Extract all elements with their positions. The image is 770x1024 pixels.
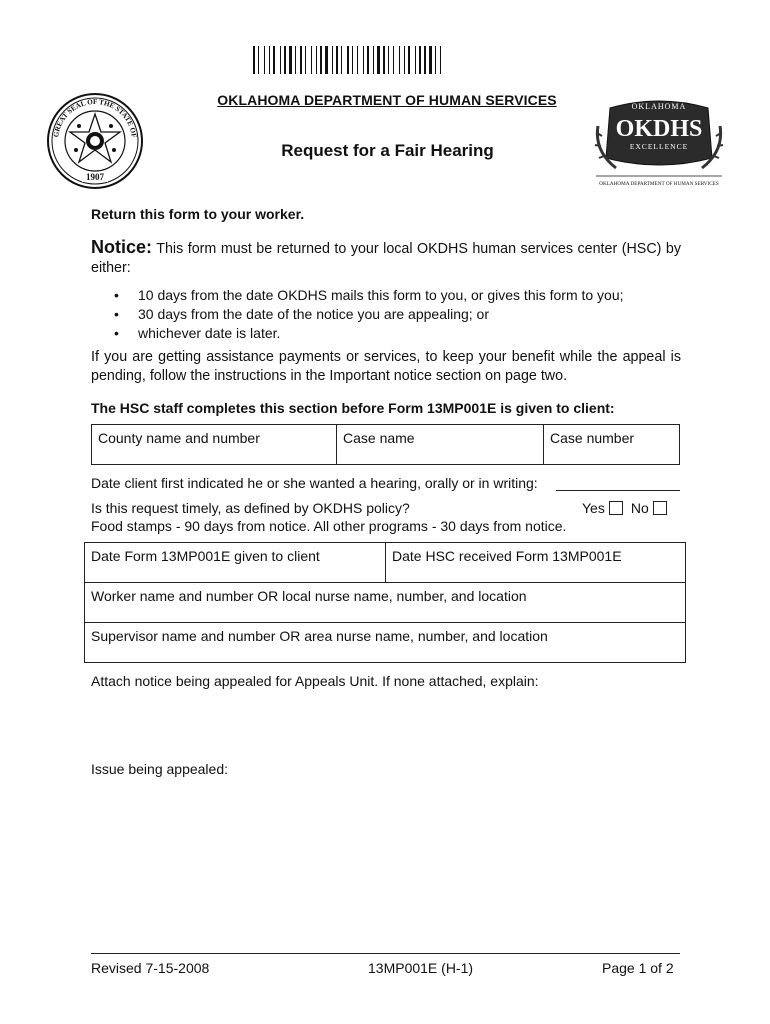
barcode-bar <box>440 46 441 74</box>
barcode-bar <box>401 46 403 74</box>
barcode-bar <box>329 46 331 74</box>
barcode-bar <box>388 46 389 74</box>
barcode-bar <box>305 46 306 74</box>
barcode-bar <box>363 46 364 74</box>
barcode-bar <box>343 46 346 74</box>
case-number-field[interactable]: Case number <box>544 425 680 465</box>
list-item: • whichever date is later. <box>114 324 684 343</box>
barcode-bar <box>295 46 296 74</box>
barcode-bar <box>393 46 394 74</box>
county-name-field[interactable]: County name and number <box>92 425 337 465</box>
barcode-bar <box>332 46 333 74</box>
barcode-bar <box>271 46 272 74</box>
svg-text:EXCELLENCE: EXCELLENCE <box>629 142 689 151</box>
svg-text:OKLAHOMA: OKLAHOMA <box>631 102 687 111</box>
barcode-bar <box>390 46 392 74</box>
barcode-bar <box>339 46 340 74</box>
form-number: 13MP001E (H-1) <box>368 960 474 976</box>
barcode-bar <box>320 46 322 74</box>
barcode-bar <box>354 46 356 74</box>
barcode-bar <box>316 46 317 74</box>
state-seal-icon <box>46 92 144 190</box>
barcode-bar <box>341 46 342 74</box>
barcode-bar <box>307 46 310 74</box>
barcode-bar <box>435 46 436 74</box>
barcode-bar <box>266 46 268 74</box>
yes-checkbox[interactable] <box>609 501 623 515</box>
barcode-bar <box>395 46 398 74</box>
barcode-bar <box>408 46 410 74</box>
staff-section-heading: The HSC staff completes this section before Form 13MP001E is given to client: <box>91 400 615 416</box>
barcode-bar <box>318 46 319 74</box>
barcode-bar <box>347 46 349 74</box>
barcode-bar <box>406 46 407 74</box>
barcode-bar <box>336 46 338 74</box>
barcode-bar <box>300 46 302 74</box>
barcode-bar <box>334 46 335 74</box>
list-item: • 10 days from the date OKDHS mails this form to you, or gives this form to you; <box>114 286 684 305</box>
svg-text:OKDHS: OKDHS <box>615 116 703 142</box>
barcode-bar <box>422 46 423 74</box>
timely-options <box>582 500 667 516</box>
barcode-bar <box>253 46 255 74</box>
footer-divider <box>91 953 680 954</box>
barcode-bar <box>276 46 279 74</box>
barcode-bar <box>429 46 432 74</box>
barcode-bar <box>293 46 294 74</box>
barcode-bar <box>399 46 400 74</box>
revised-date: Revised 7-15-2008 <box>91 960 210 976</box>
svg-text:OKLAHOMA DEPARTMENT OF HUMAN S: OKLAHOMA DEPARTMENT OF HUMAN SERVICES <box>599 181 719 187</box>
barcode-bar <box>411 46 414 74</box>
barcode-bar <box>367 46 369 74</box>
date-given-field[interactable]: Date Form 13MP001E given to client <box>85 543 386 583</box>
supervisor-field[interactable]: Supervisor name and number OR area nurse name, number, and location <box>85 623 686 663</box>
barcode-bar <box>352 46 353 74</box>
barcode-bar <box>297 46 299 74</box>
barcode-bar <box>264 46 265 74</box>
notice-text: This form must be returned to your local OKDHS human services center (HSC) by either: <box>91 241 681 276</box>
barcode-bar <box>323 46 324 74</box>
date-indicated-field[interactable] <box>556 490 680 491</box>
barcode-bar <box>381 46 382 74</box>
barcode-bar <box>427 46 428 74</box>
worker-field[interactable]: Worker name and number OR local nurse name, number, and location <box>85 583 686 623</box>
date-received-field[interactable]: Date HSC received Form 13MP001E <box>386 543 686 583</box>
return-instruction: Return this form to your worker. <box>91 206 305 222</box>
barcode-bar <box>377 46 380 74</box>
case-name-field[interactable]: Case name <box>337 425 544 465</box>
issue-appealed-label: Issue being appealed: <box>91 761 228 777</box>
barcode-bar <box>357 46 358 74</box>
barcode-bar <box>303 46 304 74</box>
svg-text:1907: 1907 <box>86 172 104 182</box>
barcode-bar <box>370 46 372 74</box>
barcode-bar <box>373 46 374 74</box>
barcode-bar <box>280 46 281 74</box>
deadline-list <box>114 286 684 343</box>
svg-text:GREAT SEAL OF THE STATE OF OKL: GREAT SEAL OF THE STATE OF <box>52 97 138 139</box>
barcode-bar <box>313 46 315 74</box>
agency-name: OKLAHOMA DEPARTMENT OF HUMAN SERVICES <box>217 92 557 108</box>
notice-label: Notice: <box>91 237 153 257</box>
barcode-bar <box>375 46 376 74</box>
barcode <box>253 46 536 74</box>
processing-table <box>84 542 686 663</box>
barcode-bar <box>386 46 387 74</box>
barcode-bar <box>365 46 366 74</box>
barcode-bar <box>260 46 263 74</box>
barcode-bar <box>311 46 312 74</box>
benefit-paragraph: If you are getting assistance payments or services, to keep your benefit while the appeal is pending, follow the instructions in the Important notice section on page two. <box>91 349 681 384</box>
barcode-bar <box>437 46 439 74</box>
okdhs-logo-icon <box>592 96 726 190</box>
barcode-bar <box>289 46 292 74</box>
barcode-bar <box>258 46 259 74</box>
barcode-bar <box>383 46 385 74</box>
page-title: Request for a Fair Hearing <box>281 141 494 160</box>
barcode-bar <box>404 46 405 74</box>
barcode-bar <box>269 46 270 74</box>
barcode-bar <box>433 46 434 74</box>
barcode-bar <box>282 46 283 74</box>
case-info-table <box>91 424 680 465</box>
list-item: • 30 days from the date of the notice you are appealing; or <box>114 305 684 324</box>
barcode-bar <box>287 46 288 74</box>
barcode-bar <box>350 46 351 74</box>
barcode-bar <box>419 46 421 74</box>
no-checkbox[interactable] <box>653 501 667 515</box>
timely-question: Is this request timely, as defined by OKDHS policy? <box>91 500 410 516</box>
page-number: Page 1 of 2 <box>602 960 674 976</box>
no-label: No <box>630 500 649 516</box>
barcode-bar <box>325 46 328 74</box>
attach-notice-label: Attach notice being appealed for Appeals Unit. If none attached, explain: <box>91 673 539 689</box>
barcode-bar <box>273 46 275 74</box>
barcode-bar <box>284 46 286 74</box>
yes-label: Yes <box>582 500 605 516</box>
barcode-bar <box>424 46 426 74</box>
barcode-bar <box>417 46 418 74</box>
date-indicated-label: Date client first indicated he or she wanted a hearing, orally or in writing: <box>91 475 538 491</box>
notice-paragraph <box>91 238 681 278</box>
food-stamps-note: Food stamps - 90 days from notice. All other programs - 30 days from notice. <box>91 518 567 534</box>
barcode-bar <box>415 46 416 74</box>
barcode-bar <box>442 46 444 74</box>
barcode-bar <box>359 46 362 74</box>
barcode-bar <box>256 46 257 74</box>
